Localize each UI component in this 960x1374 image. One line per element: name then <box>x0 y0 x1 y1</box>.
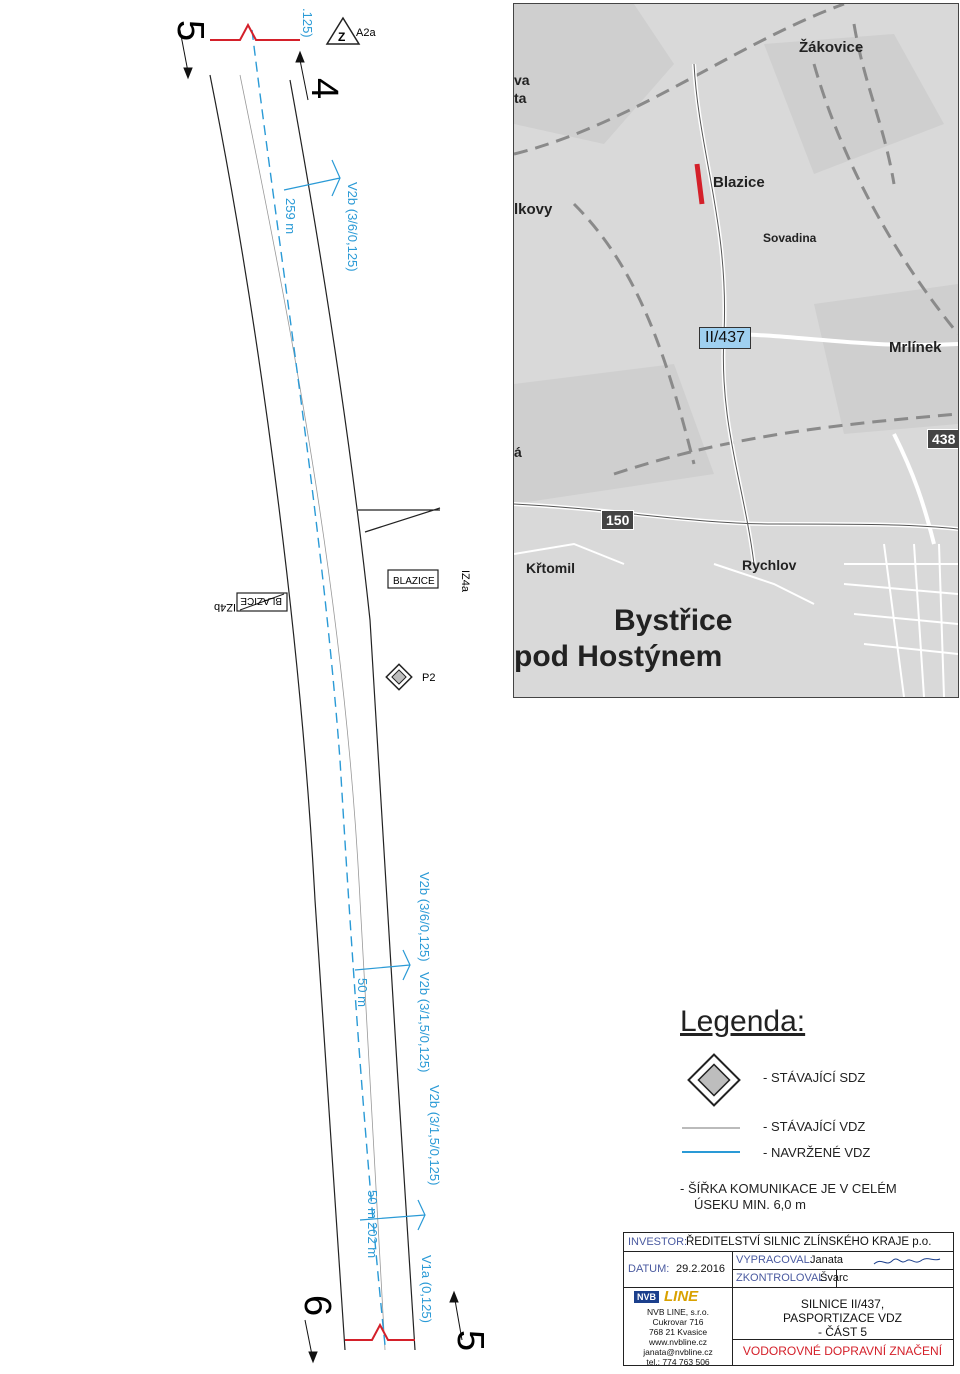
road-edge-inner <box>240 75 385 1350</box>
length-label-202: 202 m <box>365 1222 380 1259</box>
map-shield-438: 438 <box>927 429 959 449</box>
length-label-50a: 50 m <box>355 978 370 1007</box>
dimension-brackets <box>284 160 425 1230</box>
company-contact <box>626 1307 730 1367</box>
sign-a2a-icon <box>327 18 359 44</box>
legend-proposed-vdz-line <box>682 1151 740 1153</box>
map-road-label: II/437 <box>699 327 751 349</box>
marking-label-v2b-mid2: V2b (3/1,5/0,125) <box>417 972 432 1073</box>
map-place-sovadina: Sovadina <box>763 231 817 245</box>
sign-p2-icon <box>386 664 411 689</box>
map-place-blazice: Blazice <box>713 174 765 191</box>
signature-icon <box>872 1255 942 1269</box>
contact-line: www.nvbline.cz <box>648 1337 708 1347</box>
map-partial-place-4: á <box>514 444 522 460</box>
legend-existing-vdz-line <box>682 1127 740 1129</box>
vypracoval-label: VYPRACOVAL: <box>736 1254 813 1266</box>
marking-label-v2b-mid3: V2b (3/1,5/0,125) <box>427 1085 442 1186</box>
title-block <box>623 1232 954 1366</box>
contact-line: janata@nvbline.cz <box>643 1347 713 1357</box>
legend-existing-sdz: - STÁVAJÍCÍ SDZ <box>763 1070 866 1085</box>
map-place-rychlov: Rychlov <box>742 557 797 573</box>
marking-label-v1a: V1a (0,125) <box>419 1255 434 1323</box>
svg-text:Z: Z <box>338 30 346 44</box>
map-place-krtomil: Křtomil <box>526 560 575 576</box>
chainage-arrows <box>180 30 462 1362</box>
station-number-bottom-right: 5 <box>449 1330 491 1352</box>
zkontroloval-label: ZKONTROLOVAL: <box>736 1272 828 1284</box>
partial-top-label: .125) <box>300 8 315 38</box>
sign-iz4b-text: BLAZICE <box>240 595 282 606</box>
marking-label-v2b-top: V2b (3/6/0,125) <box>345 182 360 272</box>
map-place-zakovice: Žákovice <box>799 39 864 56</box>
project-title-line3: - ČÁST 5 <box>817 1325 868 1339</box>
logo-nvb-text: NVB <box>634 1291 659 1303</box>
sign-iz4a-label: IZ4a <box>459 570 471 593</box>
blazice-section-highlight <box>697 164 702 204</box>
sign-iz4a-text: BLAZICE <box>393 576 435 587</box>
map-place-bystrice: Bystřice <box>614 604 733 637</box>
sign-p2-label: P2 <box>422 672 436 684</box>
section-start-mark <box>210 25 300 40</box>
legend <box>680 1005 950 1212</box>
datum-value: 29.2.2016 <box>676 1263 725 1275</box>
map-partial-place-3: lkovy <box>514 201 553 218</box>
side-road <box>358 508 440 532</box>
contact-line: Cukrovar 716 <box>652 1317 704 1327</box>
datum-label: DATUM: <box>628 1263 670 1275</box>
zkontroloval-value: Švarc <box>820 1272 849 1284</box>
marking-label-v2b-mid1: V2b (3/6/0,125) <box>417 872 432 962</box>
logo-line-text: LINE <box>664 1288 699 1305</box>
station-number-4: 4 <box>303 78 345 100</box>
investor-value: ŘEDITELSTVÍ SILNIC ZLÍNSKÉHO KRAJE p.o. <box>686 1236 932 1248</box>
investor-label: INVESTOR: <box>628 1236 688 1248</box>
legend-note-line2: ÚSEKU MIN. 6,0 m <box>694 1197 806 1212</box>
legend-existing-vdz: - STÁVAJÍCÍ VDZ <box>763 1119 866 1134</box>
station-number-6: 6 <box>296 1295 338 1317</box>
vypracoval-value: Janata <box>810 1254 844 1266</box>
company-logo <box>634 1288 724 1305</box>
contact-line: tel.: 774 763 506 <box>646 1357 710 1367</box>
sign-a2a-label: A2a <box>356 27 376 39</box>
sign-iz4b-label: IZ4b <box>213 601 236 613</box>
length-label-50b: 50 m <box>365 1190 380 1219</box>
legend-sdz-icon <box>684 1050 744 1110</box>
length-label-259: 259 m <box>283 198 298 235</box>
map-place-pod-hostynem: pod Hostýnem <box>514 640 723 673</box>
legend-note-line1: - ŠÍŘKA KOMUNIKACE JE V CELÉM <box>680 1181 897 1196</box>
location-map <box>513 3 959 698</box>
map-shield-150: 150 <box>601 510 634 530</box>
contact-line: 768 21 Kvasice <box>648 1327 708 1337</box>
legend-proposed-vdz: - NAVRŽENÉ VDZ <box>763 1145 871 1160</box>
contact-line: NVB LINE, s.r.o. <box>647 1307 709 1317</box>
legend-title: Legenda: <box>680 1005 806 1038</box>
project-title-line1: SILNICE II/437, <box>800 1297 885 1311</box>
project-title-line2: PASPORTIZACE VDZ <box>783 1311 902 1325</box>
proposed-centre-line <box>252 30 385 1345</box>
section-end-mark <box>345 1325 415 1340</box>
station-number-top-left: 5 <box>169 20 211 42</box>
drawing-title: VODOROVNÉ DOPRAVNÍ ZNAČENÍ <box>742 1344 943 1358</box>
map-partial-place-1: va <box>514 72 530 88</box>
map-partial-place-2: ta <box>514 90 527 106</box>
map-place-mrlinek: Mrlínek <box>889 339 942 356</box>
